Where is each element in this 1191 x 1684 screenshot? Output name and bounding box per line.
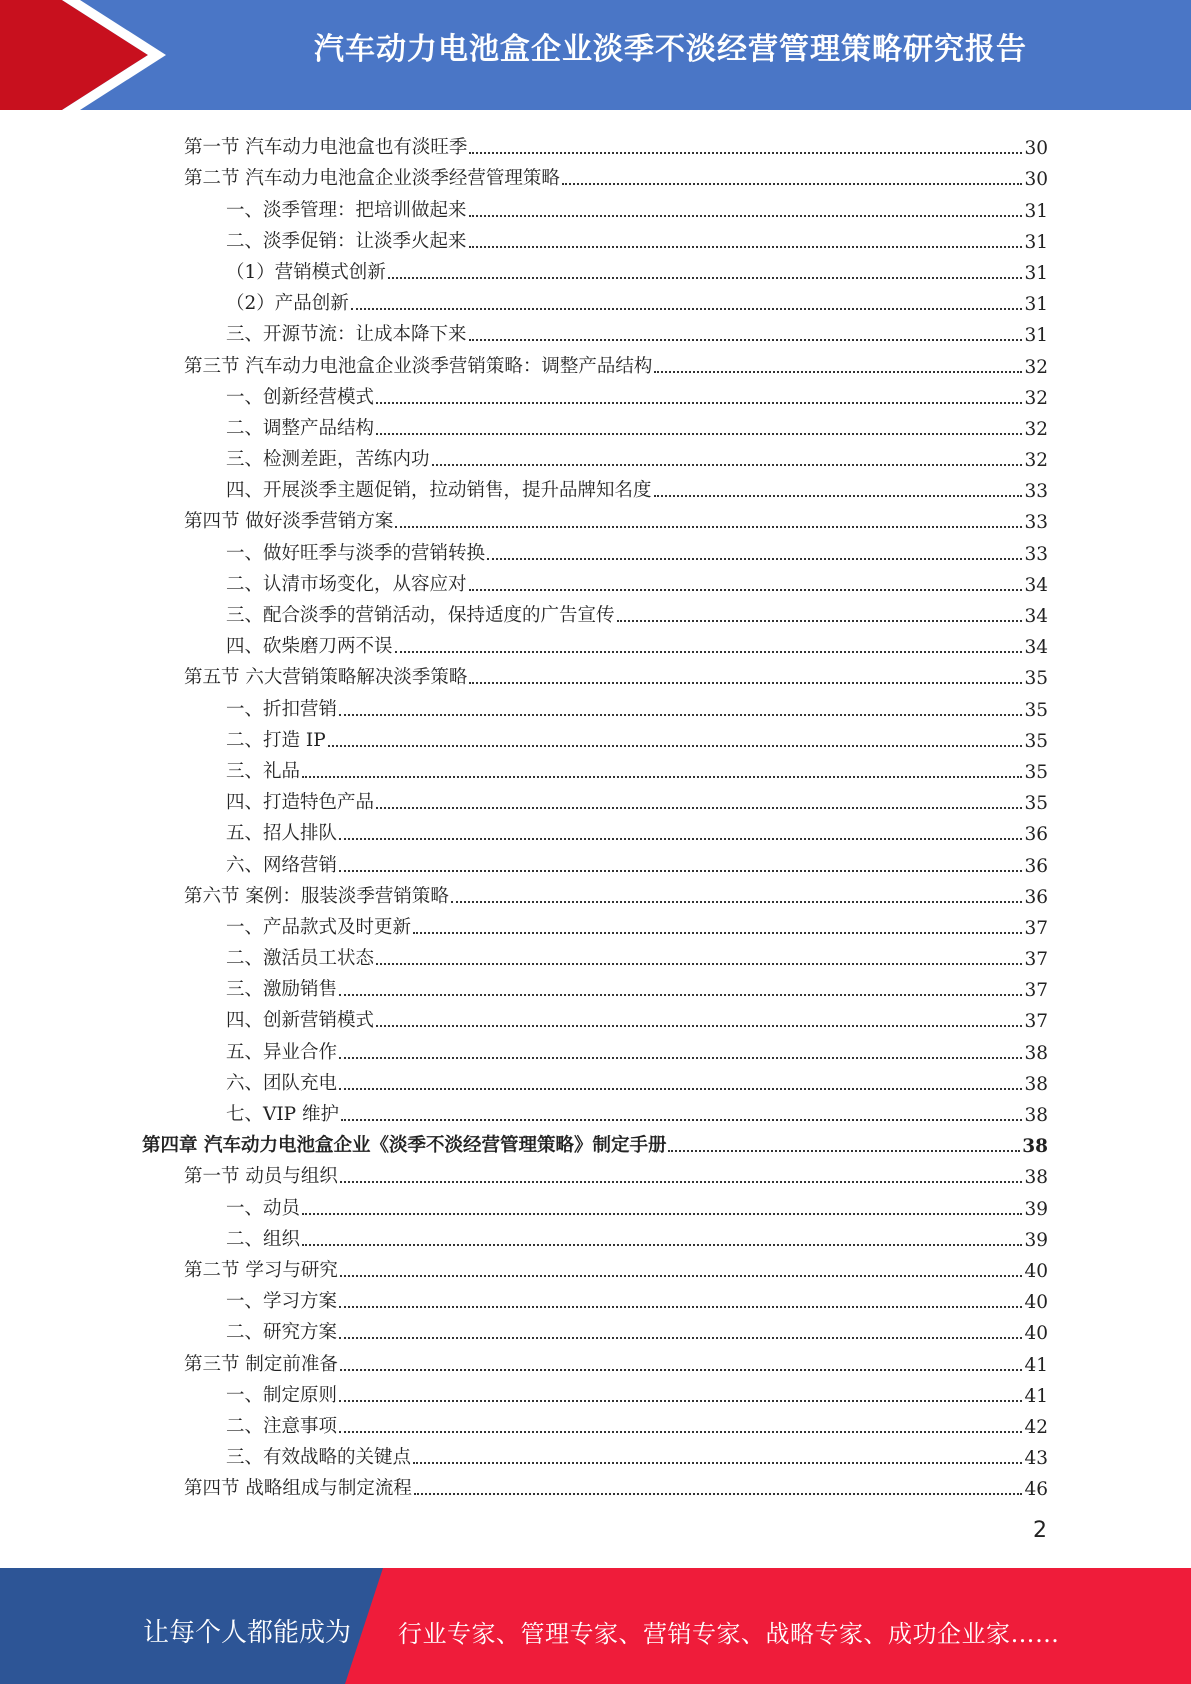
toc-subsection-entry[interactable]	[142, 845, 1048, 876]
toc-entry-page: 36	[1024, 824, 1048, 846]
toc-dot-leader	[376, 962, 1022, 965]
toc-subsection-entry[interactable]	[142, 1282, 1048, 1313]
toc-entry-page: 34	[1024, 637, 1048, 659]
toc-subsection-entry[interactable]	[142, 1188, 1048, 1219]
toc-entry-title: 二、打造 IP	[226, 729, 326, 751]
toc-entry-page: 34	[1024, 606, 1048, 627]
toc-subsection-entry[interactable]	[142, 783, 1048, 814]
toc-dot-leader	[413, 1461, 1022, 1464]
toc-dot-leader	[388, 276, 1023, 279]
toc-dot-leader	[469, 588, 1023, 591]
toc-dot-leader	[487, 557, 1022, 560]
toc-subsection-entry[interactable]	[142, 1001, 1048, 1032]
toc-dot-leader	[469, 151, 1022, 154]
toc-entry-title: 七、VIP 维护	[226, 1104, 339, 1125]
toc-subsection-entry[interactable]	[142, 970, 1048, 1001]
toc-dot-leader	[395, 650, 1023, 653]
toc-entry-page: 33	[1024, 543, 1048, 565]
toc-entry-title: 四、创新营销模式	[226, 1010, 375, 1032]
toc-subsection-entry[interactable]	[142, 1032, 1048, 1063]
toc-entry-page: 42	[1024, 1416, 1048, 1438]
toc-subsection-entry[interactable]	[142, 222, 1048, 253]
toc-entry-page: 35	[1024, 793, 1048, 815]
toc-entry-title: 第四节 做好淡季营销方案	[184, 511, 394, 533]
toc-entry-title: 第二节 汽车动力电池盒企业淡季经营管理策略	[184, 168, 560, 190]
toc-entry-title: 一、学习方案	[226, 1291, 338, 1313]
toc-dot-leader	[339, 1087, 1022, 1090]
toc-entry-page: 37	[1024, 949, 1048, 971]
toc-dot-leader	[302, 775, 1022, 778]
toc-subsection-entry[interactable]	[142, 284, 1048, 315]
toc-section-entry[interactable]	[142, 346, 1048, 377]
document-title: 汽车动力电池盒企业淡季不淡经营管理策略研究报告	[314, 32, 1027, 67]
toc-section-entry[interactable]	[142, 877, 1048, 908]
toc-entry-page: 41	[1024, 1385, 1048, 1407]
toc-dot-leader	[376, 1024, 1022, 1027]
toc-dot-leader	[376, 401, 1022, 404]
toc-entry-title: 三、礼品	[226, 760, 301, 782]
table-of-contents	[142, 128, 1048, 1500]
toc-entry-page: 37	[1024, 1011, 1048, 1033]
toc-entry-page: 38	[1024, 1105, 1048, 1126]
toc-entry-page: 32	[1024, 450, 1048, 472]
footer-slogan-left: 让每个人都能成为	[143, 1618, 352, 1648]
toc-section-entry[interactable]	[142, 128, 1048, 159]
toc-subsection-entry[interactable]	[142, 814, 1048, 845]
page-header	[0, 0, 1191, 110]
toc-entry-title: 第四节 战略组成与制定流程	[184, 1478, 412, 1500]
toc-section-entry[interactable]	[142, 159, 1048, 190]
toc-subsection-entry[interactable]	[142, 253, 1048, 284]
toc-dot-leader	[562, 182, 1023, 185]
toc-entry-title: 三、检测差距，苦练内功	[226, 449, 430, 471]
toc-dot-leader	[469, 214, 1023, 217]
toc-subsection-entry[interactable]	[142, 1407, 1048, 1438]
toc-dot-leader	[414, 1492, 1023, 1495]
toc-entry-title: 一、折扣营销	[226, 698, 338, 720]
toc-subsection-entry[interactable]	[142, 627, 1048, 658]
toc-subsection-entry[interactable]	[142, 939, 1048, 970]
toc-section-entry[interactable]	[142, 1157, 1048, 1188]
toc-subsection-entry[interactable]	[142, 190, 1048, 221]
toc-entry-title: 第二节 学习与研究	[184, 1259, 338, 1281]
toc-entry-page: 38	[1022, 1136, 1048, 1158]
toc-entry-page: 33	[1024, 512, 1048, 534]
toc-entry-page: 46	[1024, 1479, 1048, 1501]
toc-entry-title: 二、认清市场变化，从容应对	[226, 573, 467, 595]
toc-entry-title: 二、组织	[226, 1228, 301, 1250]
toc-dot-leader	[339, 1056, 1022, 1059]
toc-dot-leader	[395, 525, 1022, 528]
toc-section-entry[interactable]	[142, 1469, 1048, 1500]
toc-dot-leader	[339, 1399, 1022, 1402]
toc-entry-page: 38	[1024, 1042, 1048, 1064]
toc-entry-title: 四、开展淡季主题促销，拉动销售，提升品牌知名度	[226, 480, 652, 502]
toc-entry-title: 一、制定原则	[226, 1384, 338, 1406]
toc-dot-leader	[413, 931, 1022, 934]
toc-dot-leader	[341, 1118, 1022, 1121]
toc-dot-leader	[451, 900, 1023, 903]
toc-entry-page: 35	[1024, 761, 1048, 783]
toc-subsection-entry[interactable]	[142, 1064, 1048, 1095]
toc-subsection-entry[interactable]	[142, 471, 1048, 502]
toc-entry-page: 39	[1024, 1229, 1048, 1251]
toc-dot-leader	[339, 1305, 1022, 1308]
toc-entry-title: 一、淡季管理：把培训做起来	[226, 199, 467, 221]
toc-dot-leader	[469, 338, 1023, 341]
toc-entry-title: 五、招人排队	[226, 823, 338, 845]
toc-entry-page: 38	[1024, 1073, 1048, 1095]
toc-dot-leader	[469, 681, 1022, 684]
toc-subsection-entry[interactable]	[142, 908, 1048, 939]
toc-entry-title: 二、激活员工状态	[226, 948, 375, 970]
toc-entry-title: 三、配合淡季的营销活动，保持适度的广告宣传	[226, 605, 615, 626]
toc-entry-page: 33	[1024, 481, 1048, 503]
toc-dot-leader	[339, 837, 1022, 840]
toc-entry-title: 一、做好旺季与淡季的营销转换	[226, 542, 486, 564]
toc-section-entry[interactable]	[142, 1251, 1048, 1282]
page-number: 2	[1033, 1518, 1047, 1543]
toc-entry-title: 一、产品款式及时更新	[226, 916, 412, 938]
toc-dot-leader	[351, 307, 1023, 310]
toc-entry-title: 第六节 案例：服装淡季营销策略	[184, 885, 449, 907]
toc-entry-title: 第一节 动员与组织	[184, 1166, 338, 1188]
toc-entry-page: 38	[1024, 1167, 1048, 1189]
toc-entry-page: 40	[1024, 1323, 1048, 1345]
toc-entry-title: 六、团队充电	[226, 1072, 338, 1094]
toc-dot-leader	[340, 1180, 1023, 1183]
toc-entry-page: 39	[1024, 1198, 1048, 1220]
toc-entry-title: 四、砍柴磨刀两不误	[226, 636, 393, 658]
toc-subsection-entry[interactable]	[142, 1220, 1048, 1251]
toc-entry-title: 第五节 六大营销策略解决淡季策略	[184, 667, 468, 689]
toc-dot-leader	[340, 1274, 1023, 1277]
toc-entry-page: 30	[1024, 138, 1048, 160]
toc-entry-title: 四、打造特色产品	[226, 792, 375, 814]
toc-entry-title: 第四章 汽车动力电池盒企业《淡季不淡经营管理策略》制定手册	[142, 1135, 667, 1157]
toc-entry-page: 35	[1024, 730, 1048, 752]
toc-chapter-entry[interactable]	[142, 1126, 1048, 1157]
toc-entry-page: 41	[1024, 1354, 1048, 1376]
toc-entry-title: 六、网络营销	[226, 854, 338, 876]
toc-entry-title: 二、淡季促销：让淡季火起来	[226, 230, 467, 252]
toc-dot-leader	[617, 619, 1023, 622]
toc-subsection-entry[interactable]	[142, 596, 1048, 627]
page-footer	[0, 1568, 1191, 1684]
toc-dot-leader	[668, 1149, 1020, 1152]
toc-entry-title: 三、激励销售	[226, 979, 338, 1001]
toc-dot-leader	[302, 1212, 1022, 1215]
toc-section-entry[interactable]	[142, 502, 1048, 533]
toc-entry-title: 二、研究方案	[226, 1322, 338, 1344]
toc-dot-leader	[432, 463, 1023, 466]
footer-slogan-right: 行业专家、管理专家、营销专家、战略专家、成功企业家……	[398, 1620, 1060, 1648]
toc-entry-title: 二、注意事项	[226, 1415, 338, 1437]
toc-entry-title: 三、开源节流：让成本降下来	[226, 324, 467, 346]
toc-entry-page: 37	[1024, 917, 1048, 939]
toc-entry-page: 43	[1024, 1448, 1048, 1470]
toc-dot-leader	[339, 993, 1022, 996]
toc-dot-leader	[654, 494, 1023, 497]
toc-entry-page: 31	[1024, 325, 1048, 347]
toc-subsection-entry[interactable]	[142, 1438, 1048, 1469]
toc-dot-leader	[654, 370, 1022, 373]
toc-entry-page: 31	[1024, 200, 1048, 222]
toc-entry-page: 40	[1024, 1292, 1048, 1314]
toc-entry-page: 35	[1024, 699, 1048, 721]
toc-entry-title: 三、有效战略的关键点	[226, 1447, 412, 1469]
toc-entry-title: 第一节 汽车动力电池盒也有淡旺季	[184, 137, 468, 159]
toc-subsection-entry[interactable]	[142, 1376, 1048, 1407]
toc-subsection-entry[interactable]	[142, 565, 1048, 596]
toc-section-entry[interactable]	[142, 1344, 1048, 1375]
toc-entry-page: 31	[1024, 262, 1048, 284]
toc-entry-title: 二、调整产品结构	[226, 417, 375, 439]
toc-subsection-entry[interactable]	[142, 1095, 1048, 1126]
toc-dot-leader	[339, 713, 1022, 716]
toc-entry-page: 36	[1024, 855, 1048, 877]
toc-entry-page: 36	[1024, 886, 1048, 908]
toc-entry-page: 32	[1024, 356, 1048, 378]
toc-entry-page: 31	[1024, 231, 1048, 253]
toc-entry-title: 一、动员	[226, 1197, 301, 1219]
toc-dot-leader	[339, 1336, 1022, 1339]
toc-subsection-entry[interactable]	[142, 440, 1048, 471]
toc-dot-leader	[302, 1243, 1022, 1246]
toc-entry-page: 34	[1024, 574, 1048, 596]
toc-entry-title: 第三节 制定前准备	[184, 1353, 338, 1375]
toc-subsection-entry[interactable]	[142, 1313, 1048, 1344]
toc-entry-page: 37	[1024, 980, 1048, 1002]
toc-entry-title: （2）产品创新	[226, 293, 349, 315]
toc-dot-leader	[340, 1368, 1023, 1371]
toc-entry-title: （1）营销模式创新	[226, 261, 386, 283]
toc-entry-page: 31	[1024, 294, 1048, 316]
toc-dot-leader	[469, 245, 1023, 248]
toc-entry-page: 35	[1024, 668, 1048, 690]
toc-entry-page: 40	[1024, 1260, 1048, 1282]
toc-subsection-entry[interactable]	[142, 409, 1048, 440]
toc-dot-leader	[339, 1430, 1022, 1433]
toc-entry-title: 第三节 汽车动力电池盒企业淡季营销策略：调整产品结构	[184, 355, 653, 377]
toc-subsection-entry[interactable]	[142, 721, 1048, 752]
toc-subsection-entry[interactable]	[142, 378, 1048, 409]
toc-section-entry[interactable]	[142, 658, 1048, 689]
toc-subsection-entry[interactable]	[142, 315, 1048, 346]
toc-entry-title: 一、创新经营模式	[226, 386, 375, 408]
toc-dot-leader	[376, 806, 1022, 809]
toc-dot-leader	[339, 869, 1022, 872]
toc-entry-page: 32	[1024, 418, 1048, 440]
toc-entry-page: 32	[1024, 387, 1048, 409]
toc-dot-leader	[328, 744, 1023, 747]
toc-entry-page: 30	[1024, 169, 1048, 191]
toc-subsection-entry[interactable]	[142, 533, 1048, 564]
toc-subsection-entry[interactable]	[142, 752, 1048, 783]
toc-subsection-entry[interactable]	[142, 689, 1048, 720]
toc-dot-leader	[376, 432, 1022, 435]
toc-entry-title: 五、异业合作	[226, 1041, 338, 1063]
